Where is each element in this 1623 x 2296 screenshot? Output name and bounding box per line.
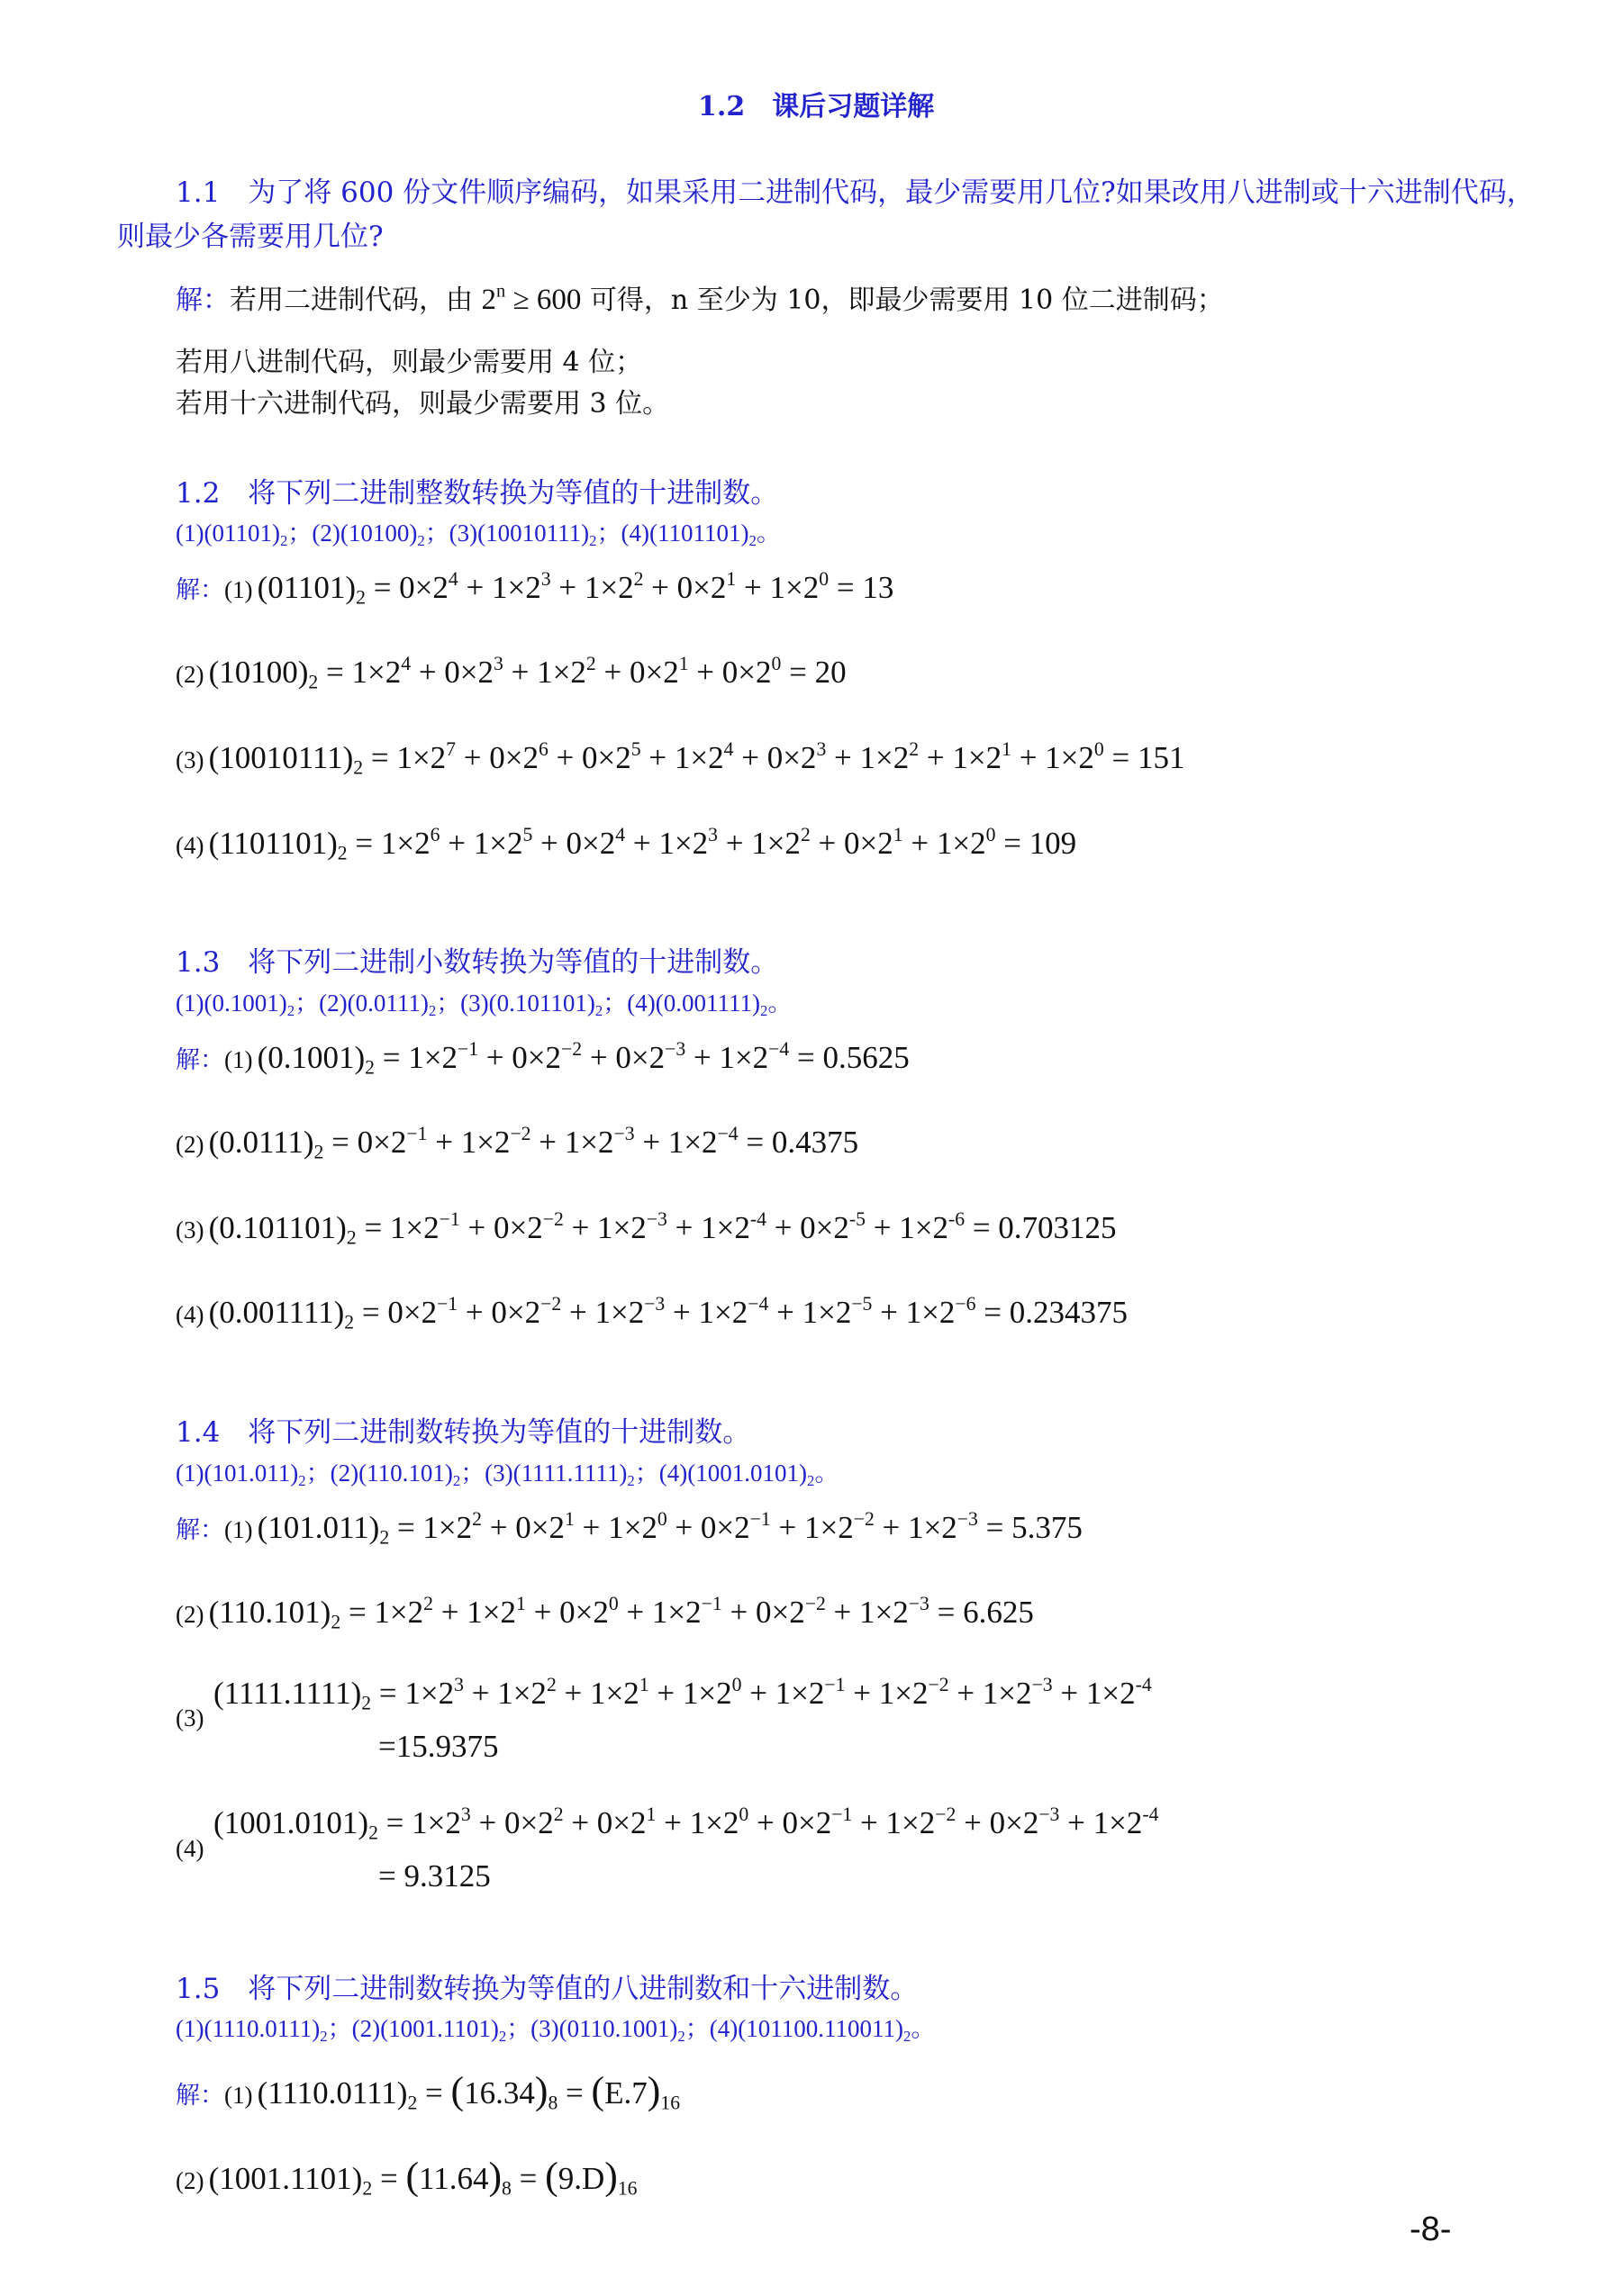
solution-1-4-3-label: (3) bbox=[176, 1704, 204, 1731]
solution-1-4-4-label: (4) bbox=[176, 1835, 204, 1862]
answer-1-1-line1: 解：若用二进制代码，由 $2^n \ge 600$ 可得，n 至少为 10，即最少需要用 10 位二进制码； bbox=[176, 281, 1224, 316]
answer-1-1-line2: 若用八进制代码，则最少需要用 4 位； bbox=[176, 347, 643, 378]
answer-1-1-line3: 若用十六进制代码，则最少需要用 3 位。 bbox=[176, 388, 670, 420]
solution-1-2-4: (4) $(1101101)_2 = 1\times 2^6 + 1\times 2^5 + 0\times 2^4 + 1\times 2^3 + 1\times 2^2 + 0\times 2^1 + 1\times 2^0 = 109$ bbox=[176, 823, 1077, 864]
question-1-3: 1.3 将下列二进制小数转换为等值的十进制数。 bbox=[176, 946, 779, 979]
question-1-1-line2: 则最少各需要用几位? bbox=[117, 221, 384, 253]
solution-1-3-2: (2) $(0.0111)_2 = 0\times 2^{-1} + 1\times 2^{-2} + 1\times 2^{-3} + 1\times 2^{-4} = 0.4375$ bbox=[176, 1122, 859, 1163]
question-1-2: 1.2 将下列二进制整数转换为等值的十进制数。 bbox=[176, 477, 779, 510]
question-1-2-items: $(1)(01101)_2$；$(2)(10100)_2$；$(3)(10010111)_2$；$(4)(1101101)_2$。 bbox=[176, 520, 781, 550]
solution-1-3-4: (4) $(0.001111)_2 = 0\times 2^{-1} + 0\times 2^{-2} + 1\times 2^{-3} + 1\times 2^{-4} + 1\times 2^{-5} + 1\times 2^{-6} = 0.234375$ bbox=[176, 1292, 1128, 1333]
question-1-5-items: $(1)(1110.0111)_2$；$(2)(1001.1101)_2$；$(3)(0110.1001)_2$；$(4)(101100.110011)_2$。 bbox=[176, 2015, 936, 2046]
solution-1-5-2: (2) $(1001.1101)_2 = (11.64)_8 = (9.D)_{16}$ bbox=[176, 2155, 638, 2200]
question-1-5: 1.5 将下列二进制数转换为等值的八进制数和十六进制数。 bbox=[176, 1973, 919, 2005]
solution-1-4-3-result: =15.9375 bbox=[378, 1729, 499, 1764]
solution-1-2-3: (3) $(10010111)_2 = 1\times 2^7 + 0\times 2^6 + 0\times 2^5 + 1\times 2^4 + 0\times 2^3 + 1\times 2^2 + 1\times 2^1 + 1\times 2^0 = 151$ bbox=[176, 737, 1185, 779]
question-1-1-line1: 1.1 为了将 600 份文件顺序编码，如果采用二进制代码，最少需要用几位?如果改用八进制或十六进制代码， bbox=[176, 176, 1535, 209]
solution-1-2-1: 解：(1) $(01101)_2 = 0\times 2^4 + 1\times 2^3 + 1\times 2^2 + 0\times 2^1 + 1\times 2^0 = 13$ bbox=[176, 567, 894, 609]
question-1-3-items: $(1)(0.1001)_2$；$(2)(0.0111)_2$；$(3)(0.101101)_2$；$(4)(0.001111)_2$。 bbox=[176, 990, 793, 1020]
answer-prefix: 解： bbox=[176, 285, 230, 316]
solution-1-3-3: (3) $(0.101101)_2 = 1\times 2^{-1} + 0\times 2^{-2} + 1\times 2^{-3} + 1\times 2^{-4} + 0\times 2^{-5} + 1\times 2^{-6} = 0.703125$ bbox=[176, 1207, 1117, 1249]
solution-1-2-2: (2) $(10100)_2 = 1\times 2^4 + 0\times 2^3 + 1\times 2^2 + 0\times 2^1 + 0\times 2^0 = 20$ bbox=[176, 652, 847, 693]
solution-1-4-4: $(1001.0101)_2 = 1\times 2^3 + 0\times 2^2 + 0\times 2^1 + 1\times 2^0 + 0\times 2^{-1} + 1\times 2^{-2} + 0\times 2^{-3} + 1\times 2^{-4}$ bbox=[213, 1803, 1159, 1844]
solution-1-4-2: (2) $(110.101)_2 = 1\times 2^2 + 1\times 2^1 + 0\times 2^0 + 1\times 2^{-1} + 0\times 2^{-2} + 1\times 2^{-3} = 6.625$ bbox=[176, 1592, 1034, 1633]
question-1-4: 1.4 将下列二进制数转换为等值的十进制数。 bbox=[176, 1416, 751, 1449]
solution-1-5-1: 解：(1) $(1110.0111)_2 = (16.34)_8 = (E.7)_{16}$ bbox=[176, 2069, 681, 2114]
question-1-4-items: $(1)(101.011)_2$；$(2)(110.101)_2$；$(3)(1111.1111)_2$；$(4)(1001.0101)_2$。 bbox=[176, 1460, 839, 1490]
section-title: 1.2 课后习题详解 bbox=[698, 91, 935, 122]
solution-1-3-1: 解：(1) $(0.1001)_2 = 1\times 2^{-1} + 0\times 2^{-2} + 0\times 2^{-3} + 1\times 2^{-4} = 0.5625$ bbox=[176, 1037, 910, 1079]
page-number: -8- bbox=[1410, 2210, 1452, 2248]
solution-1-4-4-result: = 9.3125 bbox=[378, 1858, 491, 1894]
solution-1-4-3: $(1111.1111)_2 = 1\times 2^3 + 1\times 2^2 + 1\times 2^1 + 1\times 2^0 + 1\times 2^{-1} + 1\times 2^{-2} + 1\times 2^{-3} + 1\times 2^{-4}$ bbox=[213, 1673, 1152, 1714]
solution-1-4-1: 解：(1) $(101.011)_2 = 1\times 2^2 + 0\times 2^1 + 1\times 2^0 + 0\times 2^{-1} + 1\times 2^{-2} + 1\times 2^{-3} = 5.375$ bbox=[176, 1507, 1083, 1549]
